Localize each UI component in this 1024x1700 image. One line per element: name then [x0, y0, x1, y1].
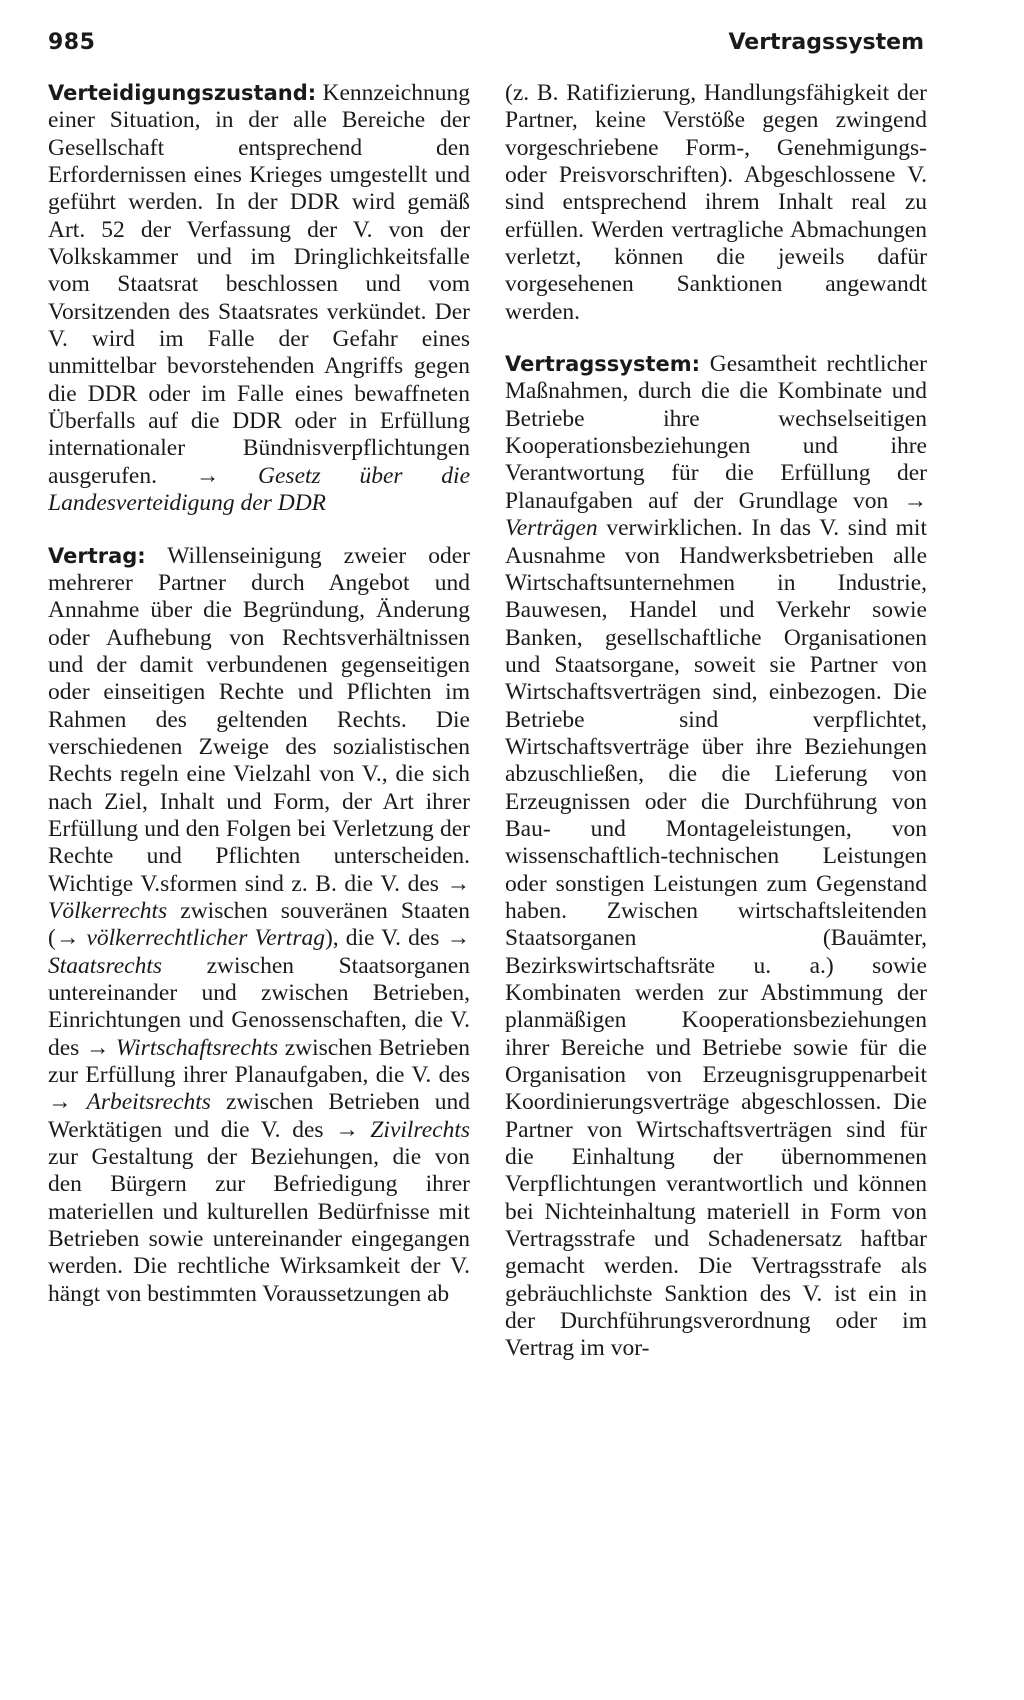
cross-reference-arrow-icon: → — [55, 925, 80, 952]
entry-term: Vertragssystem: — [505, 352, 701, 377]
cross-reference: Zivilrechts — [370, 1116, 470, 1143]
cross-reference-arrow-icon: → — [48, 1089, 72, 1116]
entry-term: Vertrag: — [48, 543, 146, 568]
entry-body — [48, 543, 470, 1309]
left-column — [48, 80, 470, 1670]
entry-body: (z. B. Ratifizierung, Handlungsfähigkeit der Partner, keine Verstöße gegen zwingend vorgeschriebene Form-, Genehmigungs- oder Preisvorschriften). Abgeschlossene V. sind entsprechend ihrem Inhalt real zu erfüllen. Werden vertragliche Abmachungen verletzt, können die jeweils dafür vorgesehenen Sanktionen angewandt werden. — [505, 80, 927, 325]
entry-text: Kennzeichnung einer Situation, in der alle Bereiche der Gesellschaft entsprechend den Erfordernissen eines Krieges umgestellt und geführt werden. In der DDR wird gemäß Art. 52 der Verfassung der V. von der Volkskammer und im Dringlichkeitsfalle vom Staatsrat beschlossen und vom Vorsitzenden des Staatsrates verkündet. Der V. wird im Falle der Gefahr eines unmittelbar bevorstehenden Angriffs gegen die DDR oder im Falle eines bewaffneten Überfalls auf die DDR oder in Erfüllung internationaler Bündnisverpflichtungen ausgerufen. — [48, 80, 470, 489]
entry-body — [48, 80, 470, 518]
entry-text: Willenseinigung zweier oder mehrerer Partner durch Angebot und Annahme über die Begründung, Änderung oder Aufhebung von Rechtsverhältnissen und der damit verbundenen gegenseitigen oder einseitigen Rechte und Pflichten im Rahmen des geltenden Rechts. Die verschiedenen Zweige des sozialistischen Rechts regeln eine Vielzahl von V., die sich nach Ziel, Inhalt und Form, der Art ihrer Erfüllung und den Folgen bei Verletzung der Rechte und Pflichten unterscheiden. Wichtige V.sformen sind z. B. die V. des — [48, 542, 470, 897]
cross-reference-arrow-icon: → — [85, 1034, 110, 1061]
running-head: Vertragssystem — [728, 30, 924, 55]
entry-text: zwischen souveränen Staaten ( — [48, 897, 470, 952]
entry-text: zwischen Betrieben und Werktätigen und die V. des — [48, 1089, 470, 1143]
entry-text: verwirklichen. In das V. sind mit Ausnahme von Handwerksbetrieben alle Wirtschaftsunternehmen in Industrie, Bauwesen, Handel und Verkehr sowie Banken, gesellschaftliche Organisationen und Staatsorgane, soweit sie Partner von Wirtschaftsverträgen sind, einbezogen. Die Betriebe sind verpflichtet, Wirtschaftsverträge über ihre Beziehungen abzuschließen, die die Lieferung von Erzeugnissen oder die Durchführung von Bau- und Montageleistungen, von wissenschaftlich-technischen Leistungen oder sonstigen Leistungen zum Gegenstand haben. Zwischen wirtschaftsleitenden Staatsorganen (Bauämter, Bezirkswirtschaftsräte u. a.) sowie Kombinaten werden zur Abstimmung der planmäßigen Kooperationsbeziehungen ihrer Bereiche und Betriebe sowie für die Organisation von Erzeugnisgruppenarbeit Koordinierungsverträge abgeschlossen. Die Partner von Wirtschaftsverträgen sind für die Einhaltung der übernommenen Verpflichtungen verantwortlich und können bei Nichteinhaltung materiell in Form von Vertragsstrafe und Schadenersatz haftbar gemacht werden. Die Vertragsstrafe als gebräuchlichste Sanktion des V. ist ein in der Durchführungsverordnung oder im Vertrag im vor- — [505, 515, 927, 1362]
entry-body — [505, 351, 927, 1363]
entry-term: Verteidigungszustand: — [48, 81, 317, 105]
entry-text: ), die V. des — [324, 925, 447, 952]
cross-reference-arrow-icon: → — [903, 487, 927, 514]
cross-reference: Verträgen — [505, 515, 598, 542]
entry-vertrag — [48, 543, 470, 1309]
cross-reference-arrow-icon: → — [335, 1116, 359, 1143]
cross-reference-arrow-icon: → — [446, 870, 470, 897]
entry-text: zwischen Betrieben zur Erfüllung ihrer Planaufgaben, die V. des — [48, 1034, 470, 1089]
page-header — [48, 30, 924, 60]
entry-vertrag-continuation — [505, 80, 927, 326]
cross-reference: Arbeitsrechts — [86, 1089, 211, 1116]
cross-reference: Gesetz über die Landesverteidigung der DDR — [48, 462, 470, 517]
entry-verteidigungszustand — [48, 80, 470, 518]
entry-text: zwischen Staatsorganen untereinander und zwischen Betrieben, Einrichtungen und Genossenschaften, die V. des — [48, 952, 470, 1061]
entry-text: zur Gestaltung der Beziehungen, die von den Bürgern zur Befriedigung ihrer materiellen und kulturellen Bedürfnisse mit Betrieben sowie untereinander eingegangen werden. Die rechtliche Wirksamkeit der V. hängt von bestimmten Voraussetzungen ab — [48, 1144, 470, 1307]
entry-vertragssystem — [505, 351, 927, 1363]
right-column — [505, 80, 927, 1670]
cross-reference-arrow-icon: → — [195, 462, 220, 489]
cross-reference: Staatsrechts — [48, 952, 163, 979]
page-number: 985 — [48, 30, 96, 55]
cross-reference: Wirtschaftsrechts — [115, 1034, 279, 1061]
cross-reference: Völkerrechts — [48, 897, 168, 924]
cross-reference: völkerrechtlicher Vertrag — [86, 925, 325, 952]
entry-text: Gesamtheit rechtlicher Maßnahmen, durch die die Kombinate und Betriebe ihre wechselseitigen Kooperationsbeziehungen und ihre Verantwortung für die Erfüllung der Planaufgaben auf der Grundlage von — [505, 351, 927, 514]
cross-reference-arrow-icon: → — [446, 925, 470, 952]
